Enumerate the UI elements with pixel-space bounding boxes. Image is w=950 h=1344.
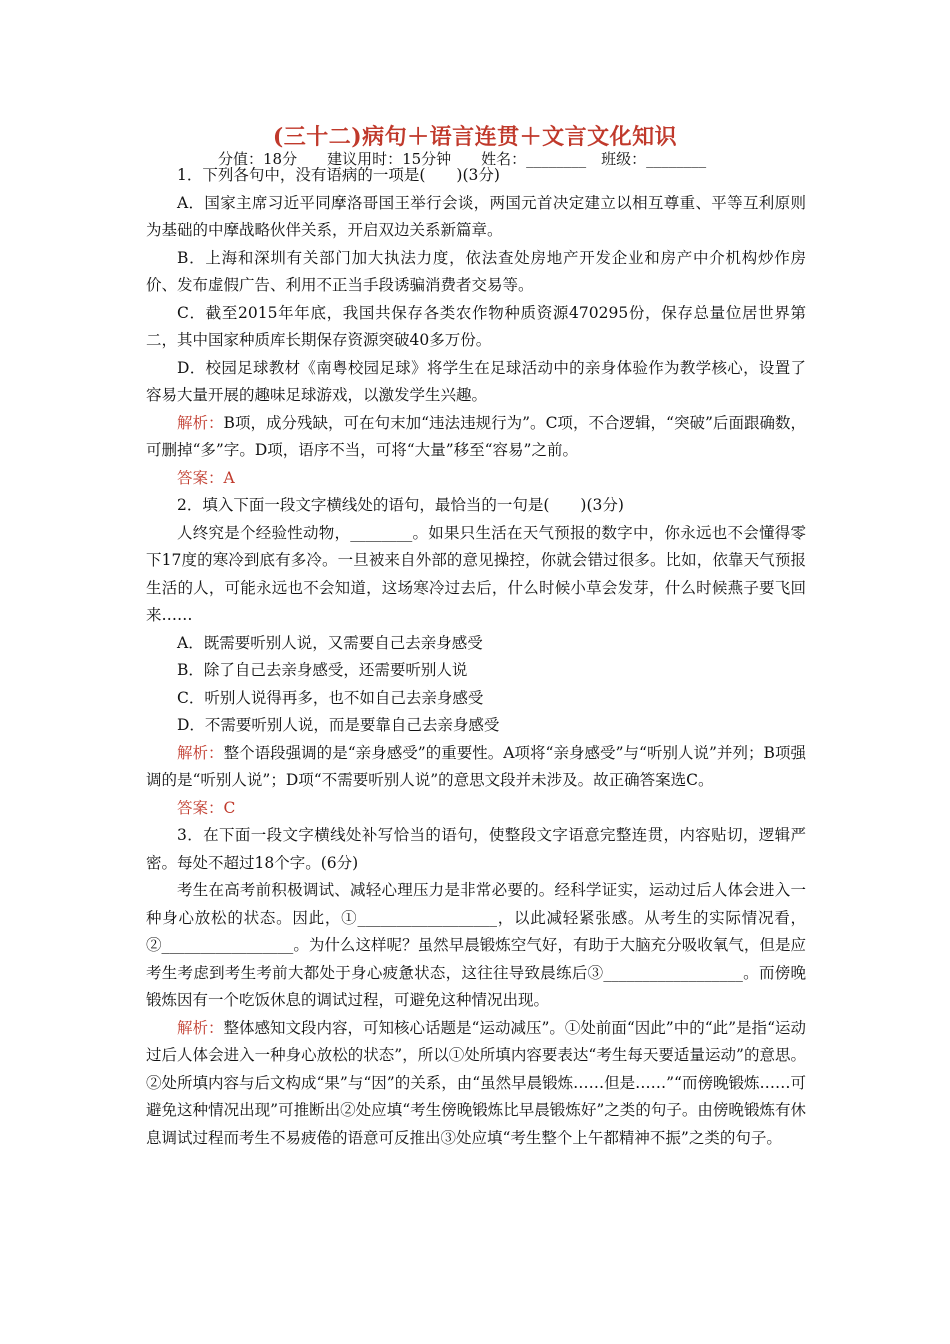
q2-passage: 人终究是个经验性动物，________。如果只生活在天气预报的数字中，你永远也不会懂得零下17度的寒冷到底有多冷。一旦被来自外部的意见操控，你就会错过很多。比如，依靠天气预报生活的人，可能永远也不会知道，这场寒冷过去后，什么时候小草会发芽，什么时候燕子要飞回来…… — [146, 523, 806, 624]
q1-analysis-text: B项，成分残缺，可在句末加“违法违规行为”。C项，不合逻辑，“突破”后面跟确数，可删掉“多”字。D项，语序不当，可将“大量”移至“容易”之前。 — [146, 413, 806, 459]
q3-analysis-text: 整体感知文段内容，可知核心话题是“运动减压”。①处前面“因此”中的“此”是指“运动过后人体会进入一种身心放松的状态”，所以①处所填内容要表达“考生每天要适量运动”的意思。②处所填内容与后文构成“果”与“因”的关系，由“虽然早晨锻炼……但是……”“而傍晚锻炼……可避免这种情况出现”可推断出②处应填“考生傍晚锻炼比早晨锻炼好”之类的句子。由傍晚锻炼有休息调试过程而考生不易疲倦的语意可反推出③处应填“考生整个上午都精神不振”之类的句子。 — [146, 1018, 806, 1147]
q1-analysis-label: 解析： — [177, 413, 224, 432]
q3-stem: 3．在下面一段文字横线处补写恰当的语句，使整段文字语意完整连贯，内容贴切，逻辑严密。每处不超过18个字。(6分) — [146, 826, 806, 872]
q1-stem: 1．下列各句中，没有语病的一项是( )(3分) — [177, 166, 500, 184]
q2-stem: 2．填入下面一段文字横线处的语句，最恰当的一句是( )(3分) — [177, 496, 624, 514]
page-title: (三十二)病句＋语言连贯＋文言文化知识 — [272, 124, 678, 150]
q2-analysis-label: 解析： — [177, 743, 224, 762]
exam-meta: 分值：18分 建议用时：15分钟 姓名：________ 班级：________ — [218, 150, 707, 168]
q1-option-d: D．校园足球教材《南粤校园足球》将学生在足球活动中的亲身体验作为教学核心，设置了容易大量开展的趣味足球游戏，以激发学生兴趣。 — [146, 358, 806, 404]
q2-option-c: C．听别人说得再多，也不如自己去亲身感受 — [177, 688, 484, 707]
q2-option-a: A．既需要听别人说，又需要自己去亲身感受 — [177, 633, 483, 652]
q3-passage: 考生在高考前积极调试、减轻心理压力是非常必要的。经科学证实，运动过后人体会进入一种身心放松的状态。因此，①__________________，以此减轻紧张感。从考生的实际情况看，②_________________。为什么这样呢？虽然早晨锻炼空气好，有助于大脑充分吸收氧气，但是应考生考虑到考生考前大都处于身心疲惫状态，这往往导致晨练后③__________________。而傍晚锻炼因有一个吃饭休息的调试过程，可避免这种情况出现。 — [146, 881, 806, 1009]
q3-analysis-label: 解析： — [177, 1018, 224, 1037]
q2-answer: 答案：C — [177, 798, 236, 817]
q1-option-c: C．截至2015年年底，我国共保存各类农作物种质资源470295份，保存总量位居世界第二，其中国家种质库长期保存资源突破40多万份。 — [146, 303, 806, 349]
content — [146, 162, 806, 1152]
q2-option-d: D．不需要听别人说，而是要靠自己去亲身感受 — [177, 716, 500, 734]
q1-option-b: B．上海和深圳有关部门加大执法力度，依法查处房地产开发企业和房产中介机构炒作房价、发布虚假广告、利用不正当手段诱骗消费者交易等。 — [146, 248, 806, 294]
q1-analysis — [146, 410, 806, 465]
q2-option-b: B．除了自己去亲身感受，还需要听别人说 — [177, 661, 468, 679]
q3-analysis — [146, 1015, 806, 1153]
q2-analysis — [146, 740, 806, 795]
q2-analysis-text: 整个语段强调的是“亲身感受”的重要性。A项将“亲身感受”与“听别人说”并列；B项强调的是“听别人说”；D项“不需要听别人说”的意思文段并未涉及。故正确答案选C。 — [146, 743, 806, 789]
q1-option-a: A．国家主席习近平同摩洛哥国王举行会谈，两国元首决定建立以相互尊重、平等互利原则为基础的中摩战略伙伴关系，开启双边关系新篇章。 — [146, 193, 806, 239]
q1-answer: 答案：A — [177, 468, 235, 487]
